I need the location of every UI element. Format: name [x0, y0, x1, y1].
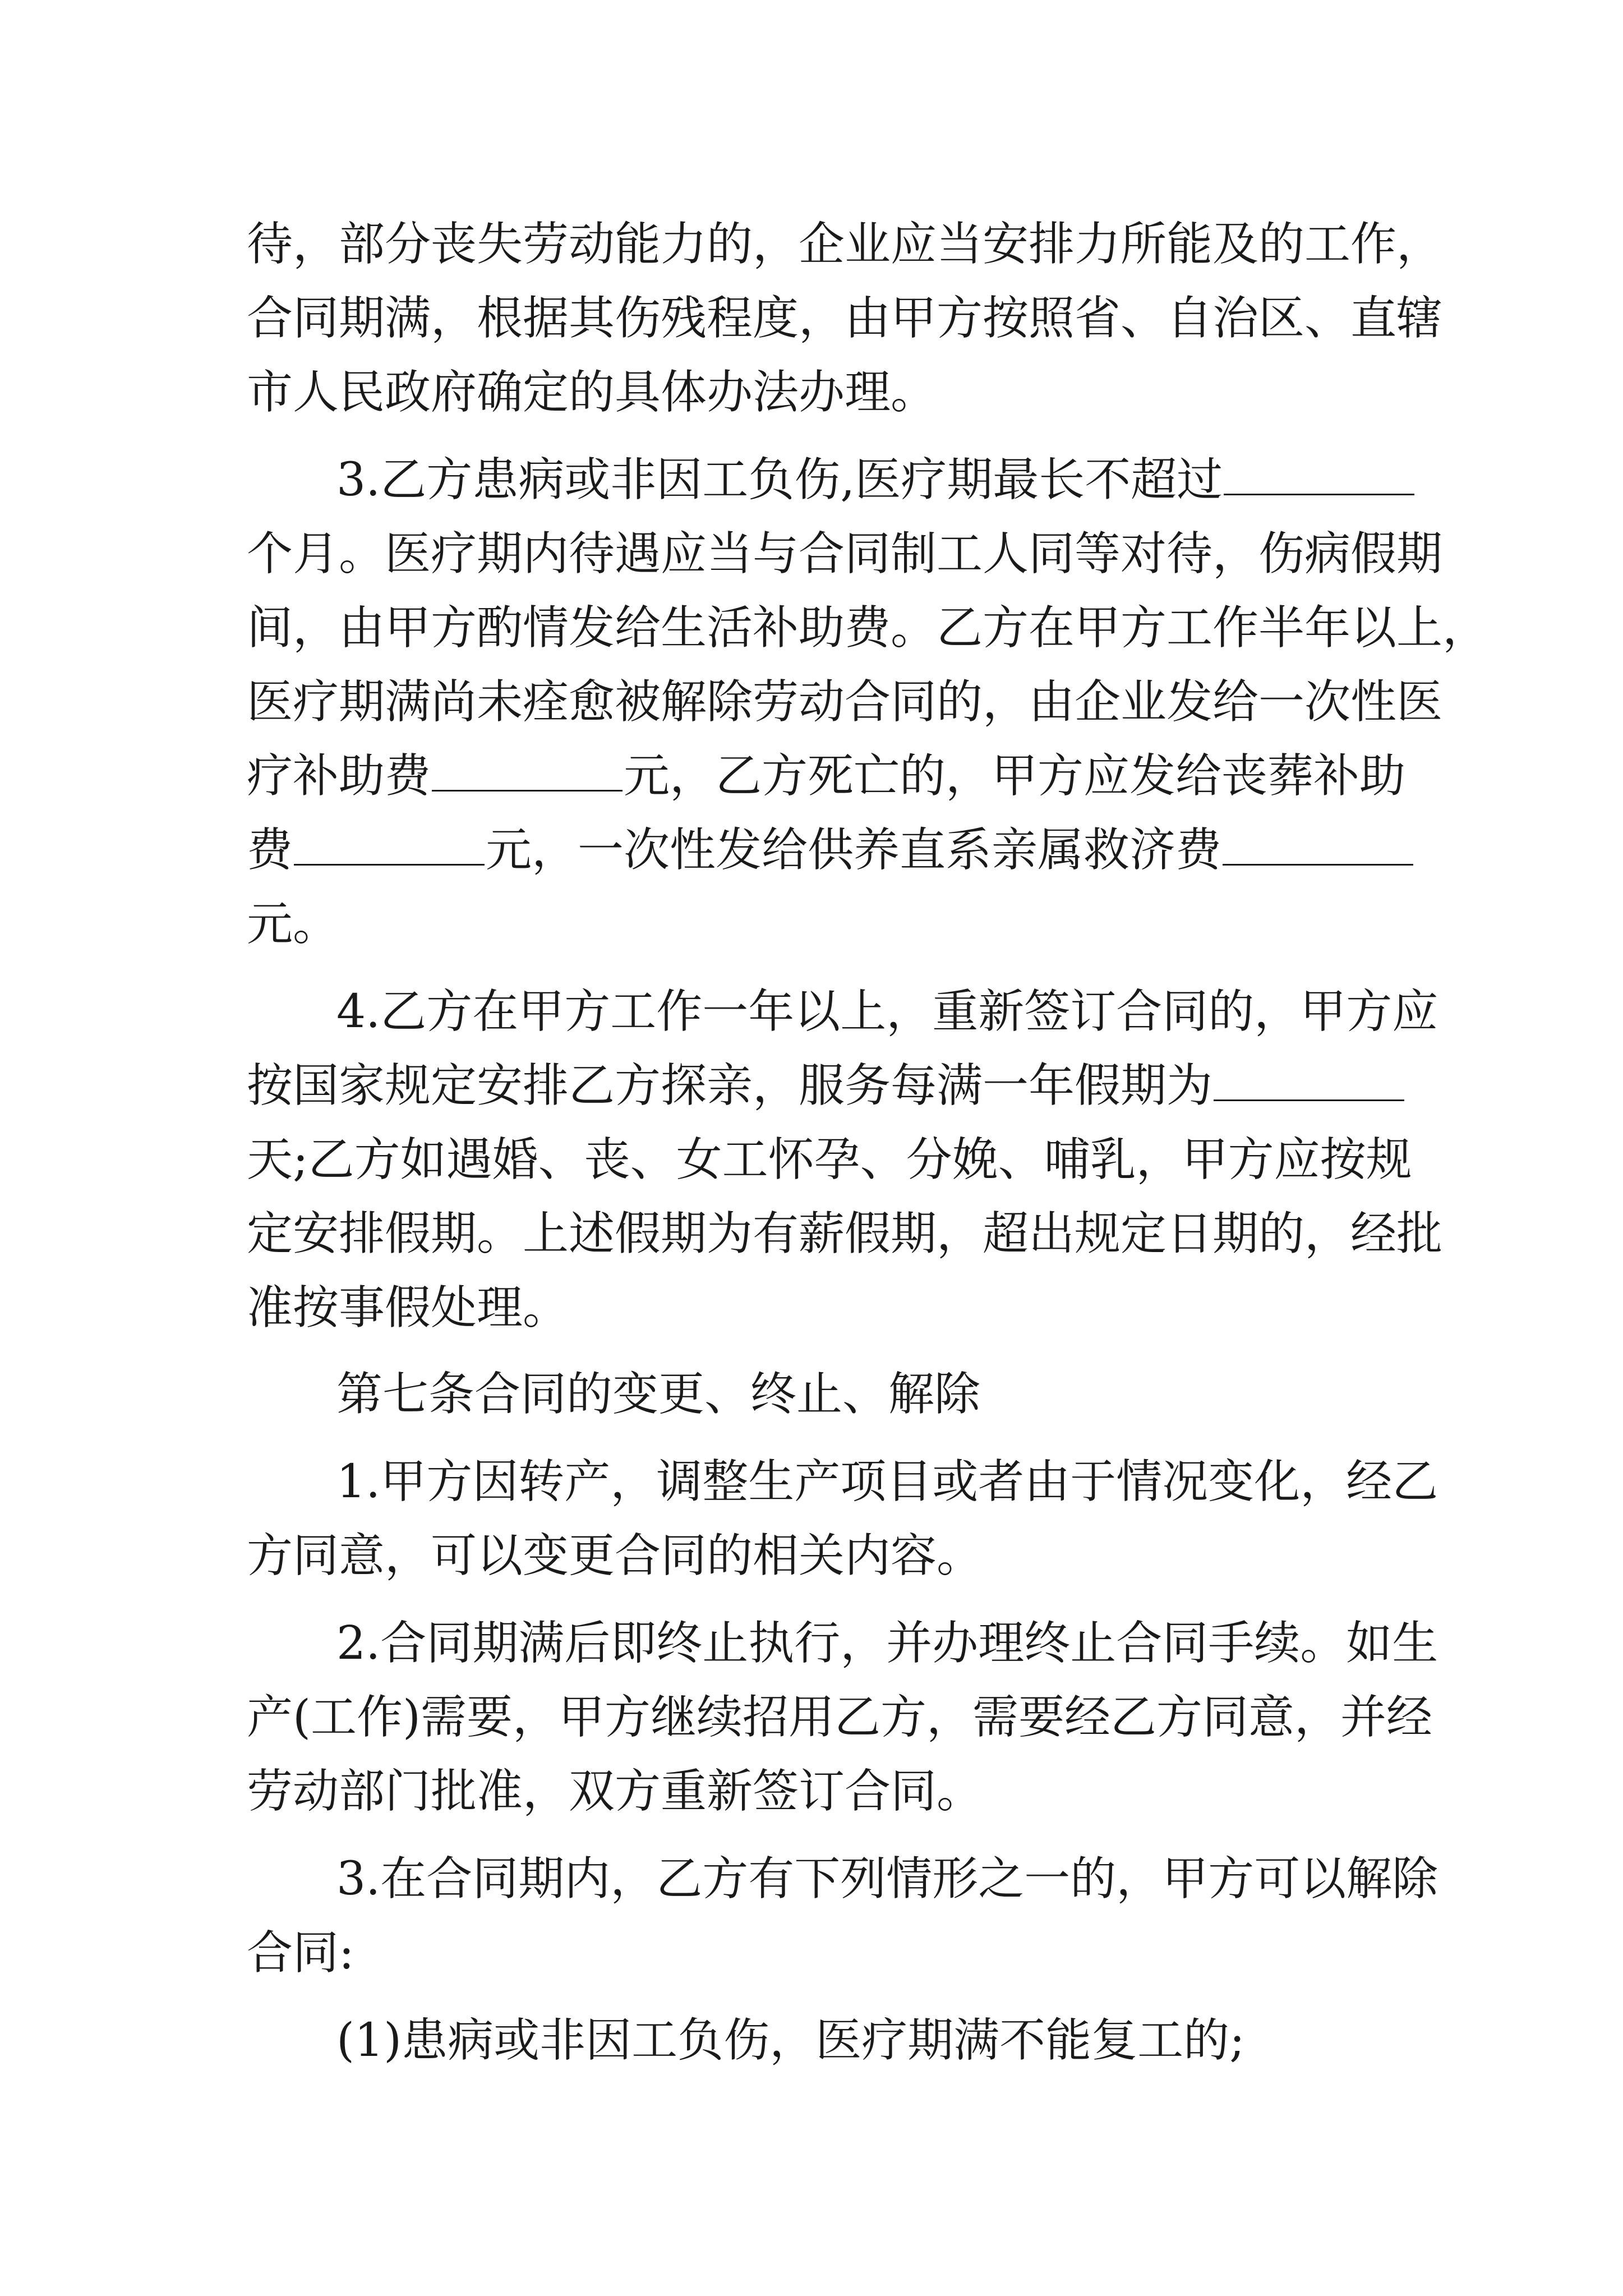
- text-line: 间，由甲方酌情发给生活补助费。乙方在甲方工作半年以上，: [247, 601, 1489, 655]
- text-line: 天;乙方如遇婚、丧、女工怀孕、分娩、哺乳，甲方应按规: [247, 1133, 1412, 1186]
- text-line: 2.合同期满后即终止执行，并办理终止合同手续。如生: [336, 1617, 1438, 1670]
- fill-blank: [1214, 1053, 1404, 1101]
- fill-blank: [432, 744, 623, 792]
- text-segment: 元，乙方死亡的，甲方应发给丧葬补助: [624, 749, 1406, 803]
- fill-blank: [1223, 818, 1413, 866]
- text-segment: 元，一次性发给供养直系亲属救济费: [486, 823, 1222, 877]
- fill-blank: [1224, 448, 1414, 495]
- text-segment: 费: [247, 823, 293, 877]
- text-line: 准按事假处理。: [247, 1281, 569, 1335]
- text-line: 方同意，可以变更合同的相关内容。: [247, 1529, 983, 1582]
- text-line: 3.在合同期内，乙方有下列情形之一的，甲方可以解除: [336, 1852, 1438, 1906]
- text-line: 元。: [247, 898, 339, 951]
- fill-blank: [294, 818, 485, 866]
- text-segment: 按国家规定安排乙方探亲，服务每满一年假期为: [247, 1059, 1213, 1112]
- text-line: 待，部分丧失劳动能力的，企业应当安排力所能及的工作，: [247, 218, 1443, 271]
- text-line: [247, 1049, 1391, 1123]
- text-line: 医疗期满尚未痊愈被解除劳动合同的，由企业发给一次性医: [247, 675, 1443, 729]
- text-line: 合同:: [247, 1926, 354, 1980]
- text-line: [247, 739, 1406, 813]
- text-line: 市人民政府确定的具体办法办理。: [247, 366, 937, 419]
- text-segment: 3.乙方患病或非因工负伤,医疗期最长不超过: [336, 453, 1223, 507]
- text-segment: 疗补助费: [247, 749, 431, 803]
- text-line: [247, 813, 1391, 887]
- text-line: 个月。医疗期内待遇应当与合同制工人同等对待，伤病假期: [247, 527, 1443, 581]
- text-line: 1.甲方因转产，调整生产项目或者由于情况变化，经乙: [336, 1455, 1438, 1508]
- text-line: [336, 443, 1391, 517]
- text-line: 定安排假期。上述假期为有薪假期，超出规定日期的，经批: [247, 1207, 1443, 1260]
- text-line: 产(工作)需要，甲方继续招用乙方，需要经乙方同意，并经: [247, 1691, 1432, 1744]
- text-line: 合同期满，根据其伤残程度，由甲方按照省、自治区、直辖: [247, 292, 1443, 345]
- text-line: 4.乙方在甲方工作一年以上，重新签订合同的，甲方应: [336, 985, 1438, 1038]
- list-item: (1)患病或非因工负伤，医疗期满不能复工的;: [336, 2014, 1245, 2067]
- text-line: 劳动部门批准，双方重新签订合同。: [247, 1765, 983, 1818]
- section-heading: 第七条合同的变更、终止、解除: [336, 1368, 981, 1421]
